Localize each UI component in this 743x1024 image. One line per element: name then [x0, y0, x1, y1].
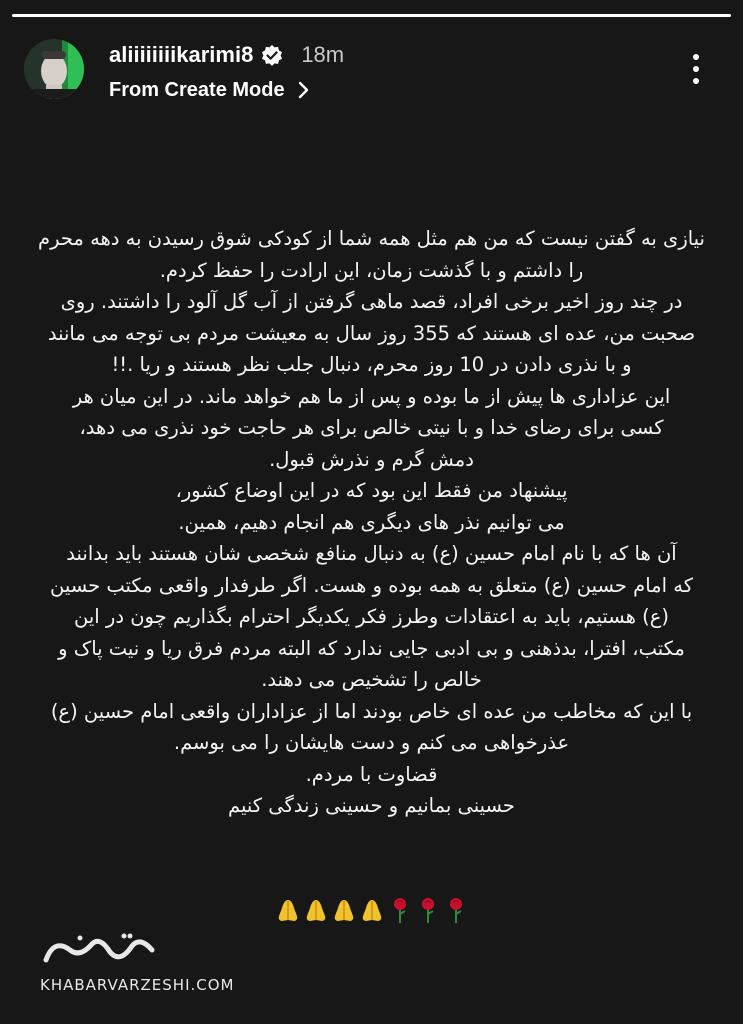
story-text-line: را داشتم و با گذشت زمان، این ارادت را حفظ کردم. — [159, 258, 584, 282]
source-row[interactable] — [109, 76, 311, 104]
story-text-line: آن ها که با نام امام حسین (ع) به دنبال منافع شخصی شان هستند باید بدانند — [66, 542, 677, 565]
folded-hands-icon — [360, 896, 384, 924]
story-text-line: می توانیم نذر های دیگری هم انجام دهیم، همین. — [178, 510, 565, 534]
rose-icon — [388, 896, 412, 924]
more-vertical-icon[interactable] — [691, 52, 701, 86]
story-text-line: مکتب، افترا، بدذهنی و بی ادبی جایی ندارد که البته مردم فرق ریا و نیت پاک و — [58, 636, 685, 660]
story-text-line: عذرخواهی می کنم و دست هایشان را می بوسم. — [173, 731, 570, 754]
story-header — [24, 34, 723, 106]
story-text-line: که امام حسین (ع) متعلق به همه بوده و هست. اگر طرفدار واقعی مکتب حسین — [50, 573, 693, 597]
story-text-line: دمش گرم و نذرش قبول. — [269, 447, 474, 471]
story-text-line: کسی برای رضای خدا و با نیتی خالص برای هر حاجت خود نذری می دهد، — [79, 416, 664, 439]
watermark-logo — [40, 930, 160, 972]
story-text-line: در چند روز اخیر برخی افراد، قصد ماهی گرفتن از آب گل آلود را داشتند. روی — [60, 290, 683, 313]
watermark — [40, 930, 270, 1000]
rose-icon — [416, 896, 440, 924]
verified-badge-icon — [261, 44, 283, 66]
story-text-line: این عزاداری ها پیش از ما بوده و پس از ما هم خواهد ماند. در این میان هر — [72, 384, 671, 408]
rose-icon — [444, 896, 468, 924]
source-label[interactable]: From Create Mode — [109, 78, 285, 101]
story-text-line: صحبت من، عده ای هستند که 355 روز سال به معیشت مردم بی توجه می مانند — [47, 321, 696, 345]
story-text-line: قضاوت با مردم. — [305, 762, 438, 786]
story-progress-fill — [12, 14, 731, 17]
story-text-line: با این که مخاطب من عده ای خاص بودند اما از عزاداران واقعی امام حسین (ع) — [50, 699, 693, 723]
story-text-line: و با نذری دادن در 10 روز محرم، دنبال جلب نظر هستند و ریا .!! — [111, 353, 632, 376]
folded-hands-icon — [276, 896, 300, 924]
story-text-line: خالص را تشخیص می دهند. — [261, 668, 482, 691]
avatar[interactable] — [24, 39, 84, 99]
story-text-line: نیازی به گفتن نیست که من هم مثل همه شما از کودکی شوق رسیدن به دهه محرم — [38, 227, 705, 250]
watermark-site: KHABARVARZESHI.COM — [40, 976, 235, 994]
story-text-line: (ع) هستیم، باید به اعتقادات وطرز فکر یکدیگر احترام بگذاریم چون در این — [74, 605, 669, 628]
story-text-line: پیشنهاد من فقط این بود که در این اوضاع کشور، — [175, 479, 568, 502]
chevron-right-icon — [297, 81, 311, 99]
story-text-line: حسینی بمانیم و حسینی زندگی کنیم — [228, 794, 515, 817]
folded-hands-icon — [304, 896, 328, 924]
emoji-row — [0, 896, 743, 924]
story-timestamp: 18m — [301, 42, 345, 67]
avatar-image — [24, 39, 84, 99]
username[interactable]: aliiiiiiiikarimi8 — [109, 42, 254, 67]
story-text-block — [20, 223, 723, 822]
story-progress-bar — [12, 14, 731, 17]
folded-hands-icon — [332, 896, 356, 924]
user-row — [109, 40, 344, 70]
